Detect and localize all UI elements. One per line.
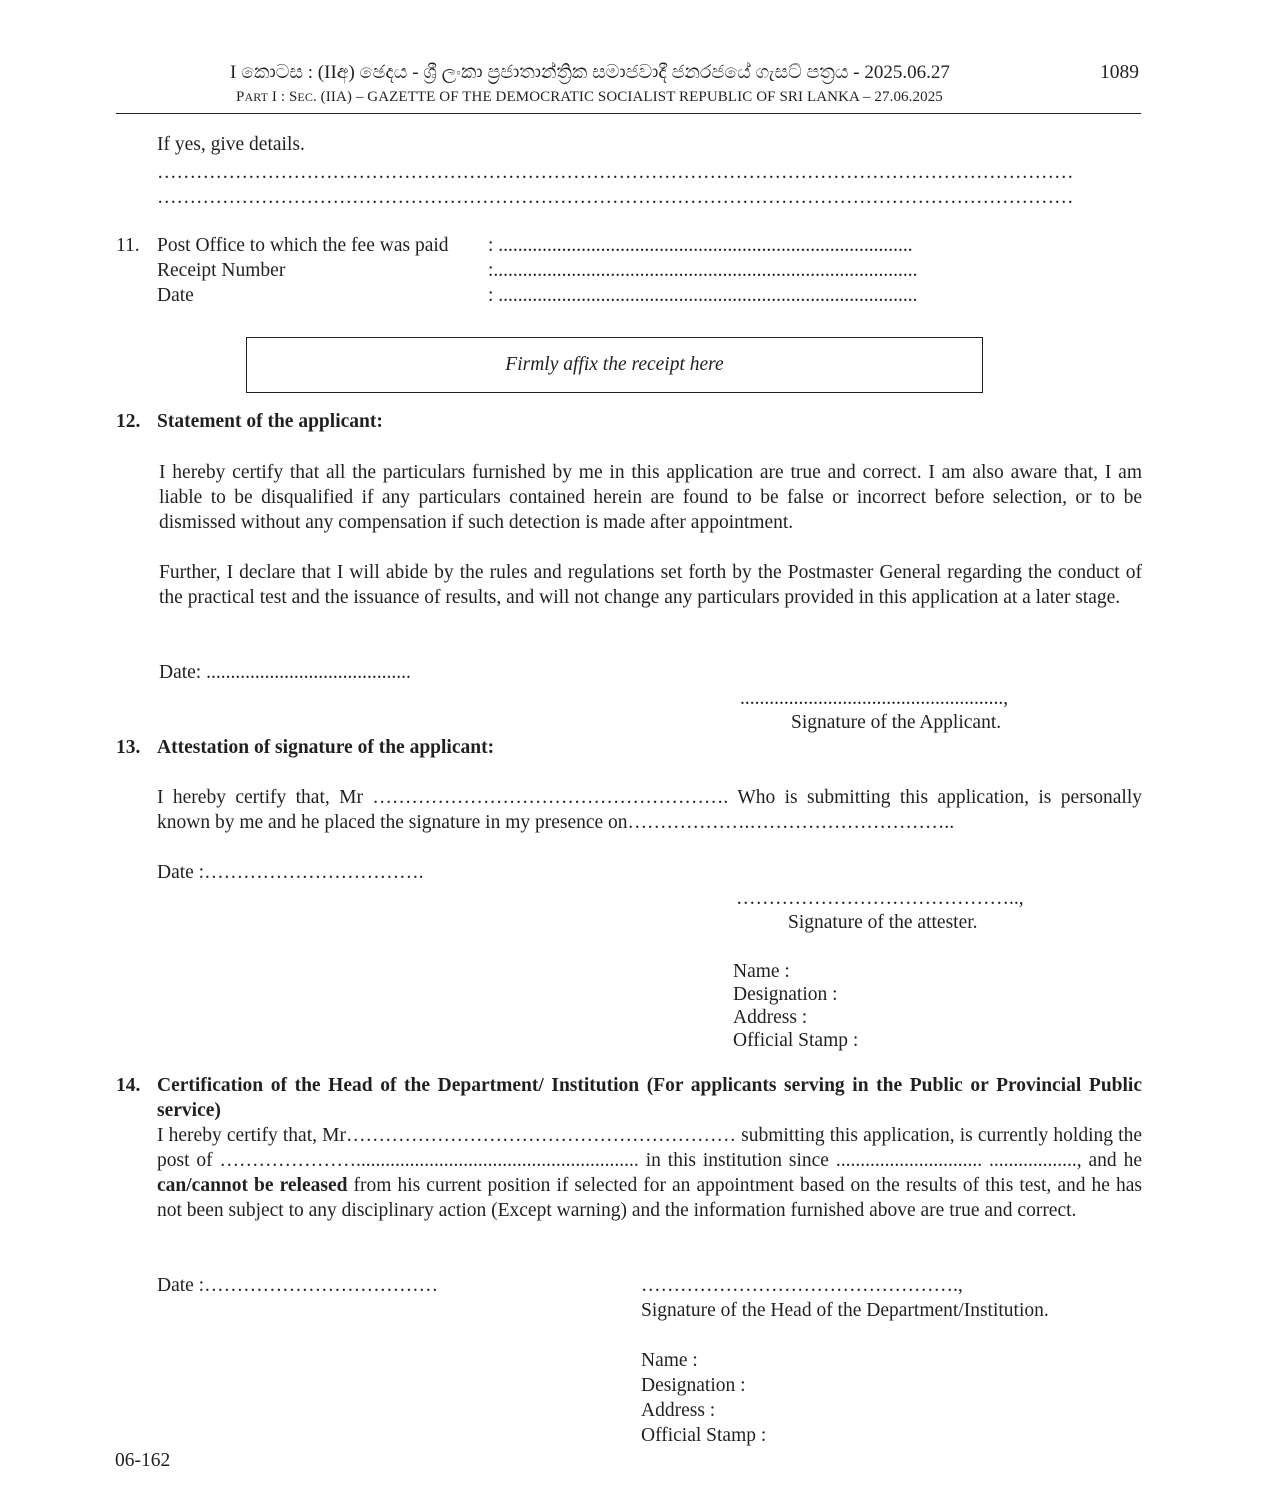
section-14-title: Certification of the Head of the Department/ Institution (For applicants serving in the Public or Provincial Public service) <box>157 1075 1142 1121</box>
head-stamp-field[interactable]: Official Stamp : <box>641 1425 767 1446</box>
head-signature-line[interactable]: …………………………………………., <box>641 1275 963 1296</box>
fee-date-field[interactable]: : ...................................................................................... <box>488 285 918 306</box>
section-14-number: 14. <box>116 1075 141 1096</box>
details-line-1: …………………………………………………………………………………………………………………………… <box>157 162 1074 183</box>
attestation-date-field[interactable]: Date :……………………………. <box>157 862 424 883</box>
header-sinhala-line: I කොටස : (IIඅ) ඡෙදය - ශ්‍රී ලංකා ප්‍රජාතාන්ත්‍රික සමාජවාදී ජනරජයේ ගැසට් පත්‍රය - 2025.06.27 <box>230 62 950 83</box>
fee-post-office-field[interactable]: : ..................................................................................... <box>488 235 913 256</box>
fee-post-office-label: Post Office to which the fee was paid <box>157 235 449 256</box>
footer-code: 06-162 <box>115 1450 171 1471</box>
applicant-statement-para-1: I hereby certify that all the particulars furnished by me in this application are true and correct. I am also aware that, I am liable to be disqualified if any particulars contained herein are found to be false or incorrect before selection, or to be dismissed without any compensation if such detection is made after appointment. <box>159 462 1142 533</box>
head-date-field[interactable]: Date :……………………………… <box>157 1275 439 1296</box>
head-signature-label: Signature of the Head of the Department/Institution. <box>641 1300 1049 1321</box>
header-english-line: PART I : SEC. (IIA) – GAZETTE OF THE DEMOCRATIC SOCIALIST REPUBLIC OF SRI LANKA – 27.06.2025 <box>236 89 943 105</box>
fee-date-label: Date <box>157 285 194 306</box>
details-line-2: …………………………………………………………………………………………………………………………… <box>157 187 1074 208</box>
attestation-para: I hereby certify that, Mr ………………………………………………. Who is submitting this application, is personally known by me and he placed the signature in my presence on……………….………………………….. <box>157 787 1142 833</box>
page-number: 1089 <box>1100 62 1139 83</box>
section-13-number: 13. <box>116 737 141 758</box>
attester-stamp-field[interactable]: Official Stamp : <box>733 1030 859 1051</box>
head-name-field[interactable]: Name : <box>641 1350 698 1371</box>
applicant-signature-line[interactable]: ......................................................, <box>740 688 1009 709</box>
applicant-statement-para-2: Further, I declare that I will abide by the rules and regulations set forth by the Postmaster General regarding the conduct of the practical test and the issuance of results, and will not change any particulars provided in this application at a later stage. <box>159 562 1142 608</box>
attester-signature-line[interactable]: …………………………………….., <box>736 888 1024 909</box>
head-designation-field[interactable]: Designation : <box>641 1375 746 1396</box>
section-12-number: 12. <box>116 411 141 432</box>
attester-designation-field[interactable]: Designation : <box>733 984 838 1005</box>
section-11-number: 11. <box>116 235 140 256</box>
details-prompt: If yes, give details. <box>157 134 305 155</box>
applicant-date-field[interactable]: Date: .......................................... <box>159 662 411 683</box>
receipt-number-label: Receipt Number <box>157 260 286 281</box>
attester-signature-label: Signature of the attester. <box>788 912 978 933</box>
attester-name-field[interactable]: Name : <box>733 961 790 982</box>
applicant-signature-label: Signature of the Applicant. <box>791 712 1002 733</box>
receipt-box: Firmly affix the receipt here <box>246 337 983 393</box>
head-certification-para: I hereby certify that, Mr…………………………………………………… submitting this application, is currently holding the post of ………………….......................................................... in this institution since .............................. .................., and he can/cannot be released from his current position if selected for an appointment based on the results of this test, and he has not been subject to any disciplinary action (Except warning) and the information furnished above are true and correct. <box>157 1125 1142 1221</box>
section-13-title: Attestation of signature of the applicant: <box>157 737 495 758</box>
attester-address-field[interactable]: Address : <box>733 1007 808 1028</box>
head-address-field[interactable]: Address : <box>641 1400 716 1421</box>
receipt-number-field[interactable]: :....................................................................................... <box>488 260 918 281</box>
header-rule <box>116 113 1141 114</box>
section-12-title: Statement of the applicant: <box>157 411 383 432</box>
